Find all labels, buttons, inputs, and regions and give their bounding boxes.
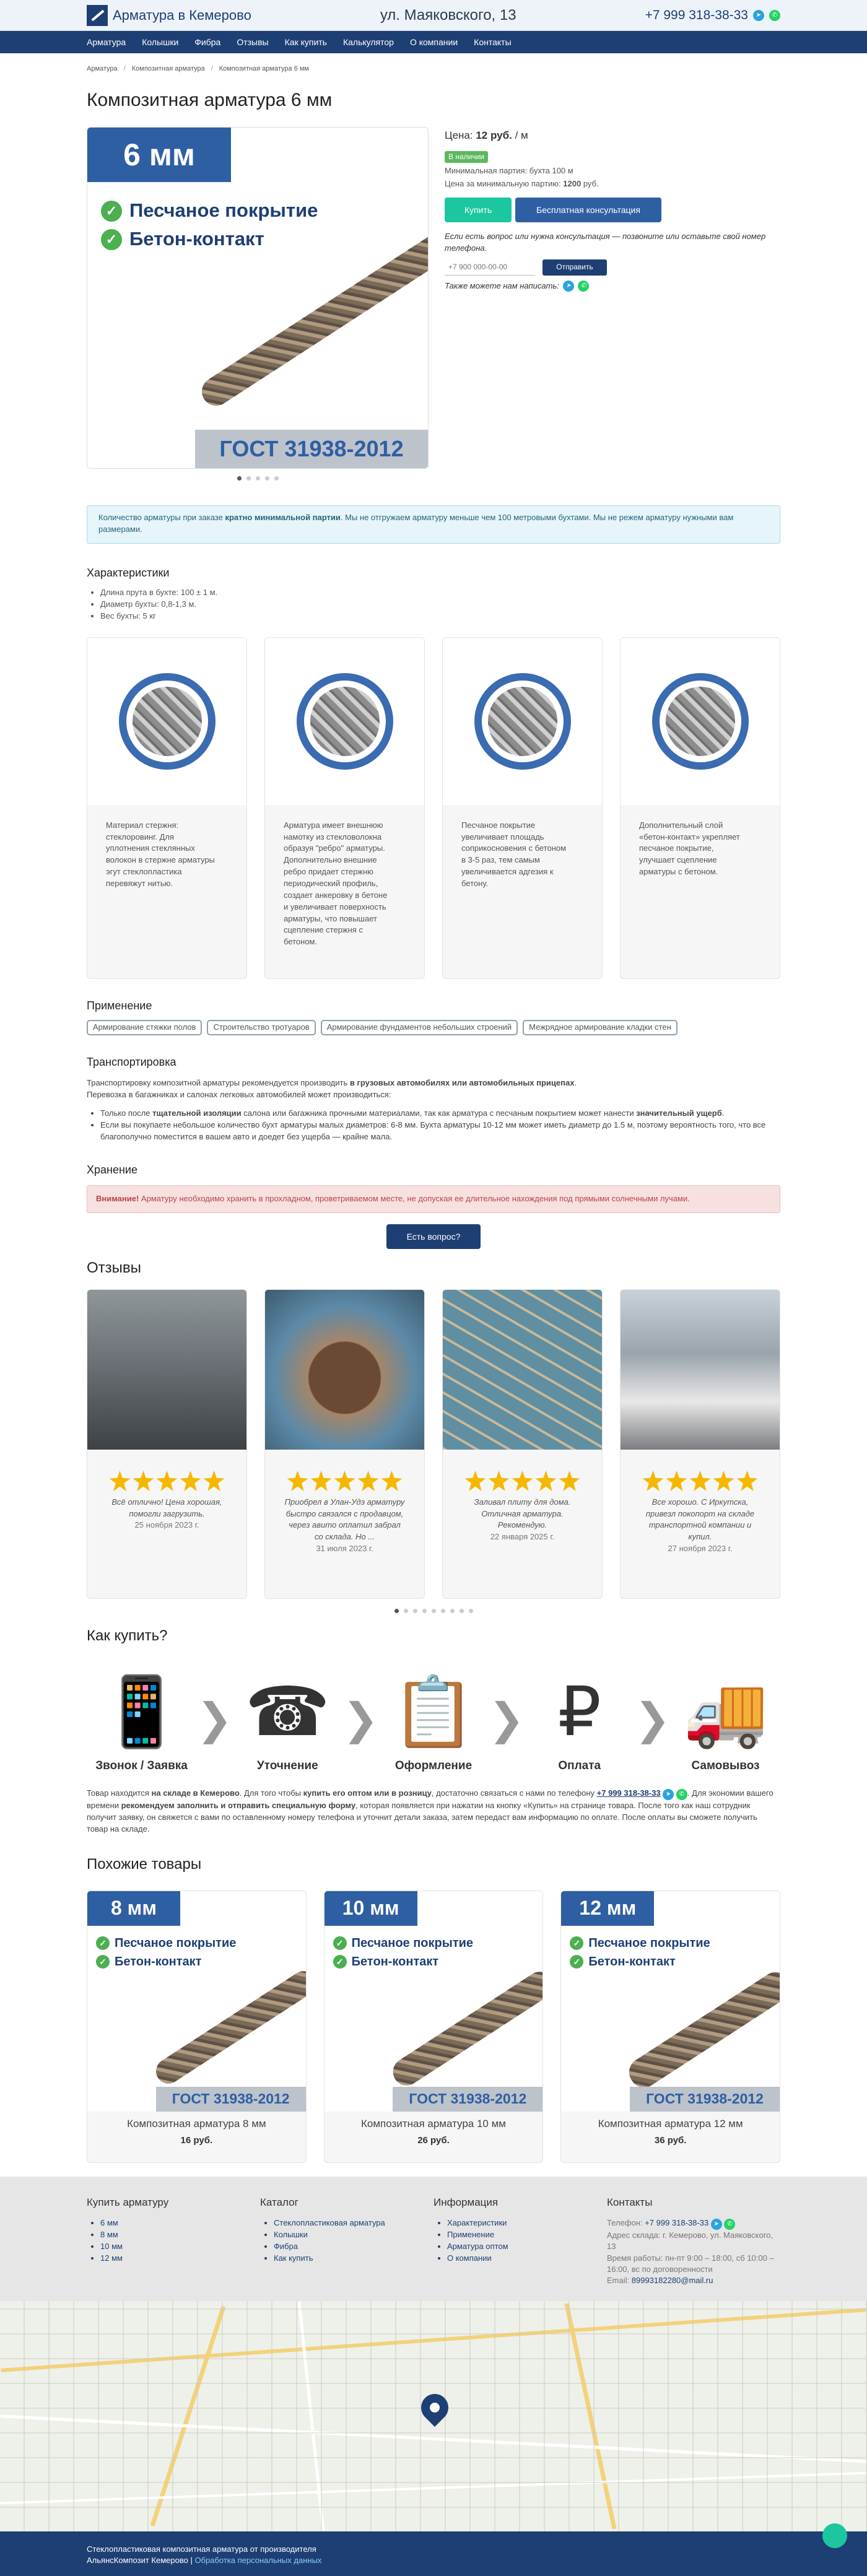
reviews-dot[interactable] [460, 1609, 464, 1613]
step-label: Самовывоз [671, 1757, 780, 1775]
review-date: 22 января 2025 г. [443, 1531, 602, 1543]
nav-item-kolyshki[interactable]: Колышки [142, 36, 178, 48]
footer-link[interactable]: Фибра [274, 2242, 298, 2251]
size-tag: 8 мм [87, 1891, 180, 1926]
footer-link[interactable]: Стеклопластиковая арматура [274, 2218, 385, 2227]
step-label: Звонок / Заявка [87, 1757, 196, 1775]
nav-item-how-to-buy[interactable]: Как купить [285, 36, 327, 48]
footer-heading: Контакты [607, 2195, 780, 2211]
check-icon: ✓ [101, 229, 122, 250]
star-icon [643, 1471, 664, 1492]
product-card-image [87, 1891, 306, 2112]
arrow-right-icon: ❯ [489, 1688, 525, 1751]
callback-note: Если есть вопрос или нужна консультация — позвоните или оставьте свой номер телефона. [445, 231, 779, 255]
usage-tag: Армирование фундаментов небольших строений [321, 1020, 518, 1035]
step [378, 1667, 488, 1775]
feature-text: Бетон-контакт [588, 1953, 676, 1971]
star-icon [334, 1471, 355, 1492]
reviews-slider [87, 1289, 780, 1599]
card-text: Материал стержня: стеклоровинг. Для уплотнения стеклянных волокон в стержне арматуры эгут стеклопластика перевяжут нитью. [87, 805, 246, 890]
star-icon [489, 1471, 510, 1492]
list-item: • Диаметр бухты: 0,8-1,3 м. [100, 599, 780, 611]
nav-item-reviews[interactable]: Отзывы [237, 36, 268, 48]
feature-line [101, 197, 318, 225]
review-text: Все хорошо. С Иркутска, привезл покопорт на складе транспортной компании и купил. [621, 1492, 780, 1543]
list-item: • Если вы покупаете небольшое количество бухт арматуры малых диаметров: 6-8 мм. Бухта арматуры 10-12 мм может иметь диаметр до 1.5 м, поэтому вероятность того, что все благополучно поместится в вашем авто и доедет без ущерба — крайне мала. [100, 1120, 780, 1143]
usage-tag: Межрядное армирование кладки стен [523, 1020, 677, 1035]
notice-text: . Мы не отгружаем арматуру меньше чем 100 метровыми бухтами. Мы не режем арматуру нужными вам размерами. [98, 513, 733, 534]
footer-email[interactable]: 89993182280@mail.ru [632, 2276, 713, 2285]
bottom-line: Стеклопластиковая композитная арматура от производителя [87, 2544, 780, 2555]
logo[interactable] [87, 5, 251, 26]
gallery-dot[interactable] [246, 476, 251, 481]
bottom-bar [0, 2531, 867, 2576]
star-icon [465, 1471, 486, 1492]
structure-card [264, 637, 425, 979]
breadcrumb-current: Композитная арматура 6 мм [219, 64, 309, 74]
reviews-pagination [87, 1609, 780, 1613]
arrow-right-icon: ❯ [634, 1688, 671, 1751]
reviews-dot[interactable] [450, 1609, 455, 1613]
feature-line [333, 1953, 439, 1971]
footer-link[interactable]: Характеристики [447, 2218, 507, 2227]
review-text: Приобрел в Улан-Удэ арматуру быстро связался с продавцом, через авито оплатил забрал со склада. Но ... [265, 1492, 424, 1543]
check-icon: ✓ [333, 1955, 347, 1969]
step-label: Оплата [525, 1757, 634, 1775]
feature-text: Бетон-контакт [352, 1953, 439, 1971]
footer-email-row [607, 2275, 780, 2286]
whatsapp-icon[interactable]: ✆ [724, 2219, 735, 2230]
rebar-image [151, 1966, 306, 2088]
star-icon [287, 1471, 308, 1492]
size-tag: 10 мм [325, 1891, 417, 1926]
footer-heading: Каталог [260, 2195, 434, 2211]
map[interactable] [0, 2301, 867, 2531]
step-label: Оформление [378, 1757, 488, 1775]
gallery-pagination [87, 476, 429, 481]
star-icon [512, 1471, 533, 1492]
footer-hours: Время работы: пн-пт 9:00 – 18:00, сб 10:00 – 16:00, вс по договоренности [607, 2253, 780, 2275]
star-icon [358, 1471, 379, 1492]
text-part: Товар находится [87, 1788, 152, 1798]
page-title: Композитная арматура 6 мм [87, 87, 780, 114]
footer-link[interactable]: 6 мм [100, 2218, 118, 2227]
star-icon [381, 1471, 403, 1492]
company-name: АльянсКомпозит Кемерово [87, 2556, 188, 2565]
rebar-image [388, 1967, 543, 2091]
step [233, 1667, 342, 1775]
product-info [445, 127, 779, 481]
reviews-dot[interactable] [441, 1609, 445, 1613]
reviews-dot[interactable] [422, 1609, 427, 1613]
usage-tags [87, 1020, 780, 1035]
structure-cards [87, 637, 780, 979]
check-icon: ✓ [101, 201, 122, 222]
rebar-image [196, 225, 429, 411]
how-to-buy-text [87, 1788, 780, 1835]
whatsapp-icon[interactable]: ✆ [578, 281, 589, 292]
footer [0, 2177, 867, 2302]
main-nav [0, 31, 867, 53]
gost-label: ГОСТ 31938-2012 [630, 2087, 780, 2112]
feature-text: Бетон-контакт [115, 1953, 202, 1971]
bottom-company: АльянсКомпозит Кемерово | Обработка персональных данных [87, 2555, 780, 2566]
warning-bold: Внимание! [96, 1194, 139, 1203]
chat-widget-icon[interactable] [822, 2523, 847, 2548]
messenger-row [445, 281, 779, 292]
ruble-icon: ₽ [525, 1667, 634, 1757]
rating-stars [443, 1471, 602, 1492]
product-card[interactable] [324, 1891, 544, 2163]
min-batch: Минимальная партия: бухта 100 м [445, 165, 779, 177]
review-photo [621, 1290, 780, 1450]
product-section [87, 127, 780, 481]
footer-link[interactable]: О компании [447, 2253, 492, 2263]
step [87, 1667, 196, 1775]
feature-line [96, 1934, 236, 1952]
reviews-dot[interactable] [413, 1609, 417, 1613]
product-name[interactable]: Композитная арматура 10 мм [325, 2117, 543, 2132]
batch-notice [87, 505, 780, 544]
header-phone-block [645, 6, 780, 25]
size-tag: 6 мм [87, 128, 231, 182]
rebar-section-icon [119, 673, 216, 770]
star-icon [713, 1471, 734, 1492]
footer-link[interactable]: Арматура оптом [447, 2242, 508, 2251]
price [445, 128, 779, 144]
gost-label: ГОСТ 31938-2012 [195, 430, 428, 468]
gallery-dot[interactable] [256, 476, 260, 481]
text-part: . Для того чтобы [240, 1788, 303, 1798]
review-text: Заливал плиту для дома. Отличная арматура. Рекомендую. [443, 1492, 602, 1532]
transport-text [87, 1077, 780, 1101]
size-tag: 12 мм [561, 1891, 654, 1926]
chars-list [100, 587, 780, 622]
rebar-section-icon [297, 673, 393, 770]
list-item: • Вес бухты: 5 кг [100, 611, 780, 622]
footer-heading: Купить арматуру [87, 2195, 260, 2211]
feature-text: Бетон-контакт [129, 225, 264, 253]
storage-warning [87, 1185, 780, 1213]
review-card[interactable] [87, 1289, 247, 1599]
footer-link[interactable]: 8 мм [100, 2230, 118, 2239]
card-text: Дополнительный слой «бетон-контакт» укрепляет песчаное покрытие, улучшает сцепление арматуры с бетоном. [621, 805, 780, 878]
header-phone[interactable]: +7 999 318-38-33 [645, 6, 748, 25]
top-bar [0, 0, 867, 31]
product-price: 26 руб. [325, 2134, 543, 2147]
list-item: • Только после тщательной изоляции салона или багажника прочными материалами, так как арматура с песчаным покрытием может нанести значительный ущерб. [100, 1108, 780, 1120]
how-to-buy-steps [87, 1667, 780, 1775]
gallery-dot[interactable] [274, 476, 279, 481]
header-address: ул. Маяковского, 13 [380, 5, 516, 27]
review-date: 27 ноября 2023 г. [621, 1543, 780, 1555]
star-icon [180, 1471, 201, 1492]
phone-input[interactable] [445, 259, 535, 276]
list-item: • Длина прута в бухте: 100 ± 1 м. [100, 587, 780, 599]
review-text: Всё отлично! Цена хорошая, помогли загрузить. [87, 1492, 246, 1520]
text-part: , достаточно связаться с нами по телефону [432, 1788, 597, 1798]
product-price: 36 руб. [561, 2134, 780, 2147]
product-gallery [87, 127, 429, 481]
star-icon [133, 1471, 154, 1492]
footer-link[interactable]: 12 мм [100, 2253, 123, 2263]
usage-tag: Армирование стяжки полов [87, 1020, 202, 1035]
review-card[interactable] [620, 1289, 780, 1599]
footer-col-contacts [607, 2195, 780, 2287]
text-bold: в грузовых автомобилях или автомобильных прицепах [350, 1078, 575, 1087]
step [525, 1667, 634, 1775]
whatsapp-icon[interactable]: ✆ [676, 1789, 687, 1800]
review-card[interactable] [264, 1289, 425, 1599]
breadcrumb [87, 64, 780, 74]
text-part: Только после [100, 1108, 152, 1118]
product-price: 16 руб. [87, 2134, 306, 2147]
telegram-icon[interactable]: ➤ [663, 1789, 674, 1800]
text-part: Перевозка в багажниках и салонах легковых автомобилей может производиться: [87, 1090, 391, 1099]
text-bold: на складе в Кемерово [152, 1788, 240, 1798]
footer-col-catalog [260, 2195, 434, 2287]
messenger-label: Также можете нам написать: [445, 281, 559, 292]
text-part: салона или багажника прочными материалами, так как арматура с песчаным покрытием может нанести [242, 1108, 637, 1118]
nav-item-armatura[interactable]: Арматура [87, 36, 126, 48]
notice-bold: кратно минимальной партии [225, 513, 340, 522]
similar-title: Похожие товары [87, 1854, 780, 1876]
product-buttons [445, 198, 779, 222]
transport-list [100, 1108, 780, 1143]
product-card[interactable] [560, 1891, 780, 2163]
price-label: Цена: [445, 129, 473, 141]
feature-text: Песчаное покрытие [352, 1934, 473, 1952]
star-icon [666, 1471, 687, 1492]
check-icon: ✓ [570, 1936, 583, 1950]
transport-title: Транспортировка [87, 1054, 780, 1070]
consultation-button[interactable]: Бесплатная консультация [515, 198, 661, 222]
storage-title: Хранение [87, 1162, 780, 1178]
product-name[interactable]: Композитная арматура 12 мм [561, 2117, 780, 2132]
gost-label: ГОСТ 31938-2012 [393, 2087, 542, 2112]
check-icon: ✓ [96, 1936, 110, 1950]
truck-icon: 🚚 [671, 1667, 780, 1757]
star-icon [737, 1471, 758, 1492]
how-title: Как купить? [87, 1625, 780, 1647]
star-icon [157, 1471, 178, 1492]
text-bold: купить его оптом или в розницу [303, 1788, 432, 1798]
star-icon [204, 1471, 225, 1492]
product-name[interactable]: Композитная арматура 8 мм [87, 2117, 306, 2132]
feature-line [101, 225, 264, 253]
rebar-section-icon [474, 673, 571, 770]
feature-text: Песчаное покрытие [588, 1934, 710, 1952]
chars-title: Характеристики [87, 565, 780, 581]
review-card[interactable] [442, 1289, 603, 1599]
review-date: 31 июля 2023 г. [265, 1543, 424, 1555]
footer-col-buy [87, 2195, 260, 2287]
product-card-image [561, 1891, 780, 2112]
inline-phone-link[interactable]: +7 999 318-38-33 [597, 1788, 661, 1798]
telegram-icon[interactable]: ➤ [563, 281, 574, 292]
rating-stars [265, 1471, 424, 1492]
product-card-image [325, 1891, 543, 2112]
send-button[interactable]: Отправить [542, 259, 607, 276]
stock-badge: В наличии [445, 151, 488, 163]
footer-link[interactable]: Колышки [274, 2230, 308, 2239]
review-photo [443, 1290, 602, 1450]
footer-phone-row [607, 2217, 780, 2230]
card-text: Песчаное покрытие увеличивает площадь соприкосновения с бетоном в 3-5 раз, тем самым увеличивается адгезия к бетону. [443, 805, 602, 890]
feature-text: Песчаное покрытие [115, 1934, 236, 1952]
rebar-image [624, 1967, 780, 2093]
similar-products [87, 1891, 780, 2163]
notice-text: Количество арматуры при заказе [98, 513, 225, 522]
callback-form [445, 259, 779, 276]
operator-headset-icon: ☎ [233, 1667, 342, 1757]
nav-item-fibra[interactable]: Фибра [194, 36, 220, 48]
reviews-dot[interactable] [394, 1609, 399, 1613]
document-check-icon: 📋 [378, 1667, 488, 1757]
feature-line [570, 1953, 676, 1971]
nav-item-calculator[interactable]: Калькулятор [343, 36, 394, 48]
whatsapp-icon[interactable]: ✆ [769, 10, 780, 21]
card-text: Арматура имеет внешнюю намотку из стекловолокна образуя "ребро" арматуры. Дополнительно внешние ребро придает стержню периодический профиль, создает анкеровку в бетоне и увеличивает поверхность арматуры, что повышает сцепление стержня с бетоном. [265, 805, 424, 948]
min-batch-price-value: 1200 [563, 179, 581, 188]
product-card[interactable] [87, 1891, 307, 2163]
footer-link[interactable]: 10 мм [100, 2242, 123, 2251]
arrow-right-icon: ❯ [196, 1688, 233, 1751]
star-icon [311, 1471, 332, 1492]
footer-address: Адрес склада: г. Кемерово, ул. Маяковского, 13 [607, 2230, 780, 2252]
footer-phone[interactable]: +7 999 318-38-33 [645, 2218, 708, 2227]
feature-line [96, 1953, 202, 1971]
rating-stars [621, 1471, 780, 1492]
review-photo [265, 1290, 424, 1450]
reviews-title: Отзывы [87, 1258, 780, 1279]
min-batch-price-label: Цена за минимальную партию: [445, 179, 561, 188]
step [671, 1667, 780, 1775]
nav-item-about[interactable]: О компании [410, 36, 458, 48]
feature-line [333, 1934, 473, 1952]
usage-title: Применение [87, 998, 780, 1014]
price-value: 12 руб. [476, 129, 512, 141]
reviews-dot[interactable] [469, 1609, 473, 1613]
structure-card [620, 637, 780, 979]
structure-card [87, 637, 247, 979]
warning-text: Арматуру необходимо хранить в прохладном, проветриваемом месте, не допуская ее длительное нахождения под прямыми солнечными лучами. [139, 1194, 689, 1203]
rebar-section-icon [652, 673, 749, 770]
question-button[interactable]: Есть вопрос? [386, 1224, 481, 1249]
gost-label: ГОСТ 31938-2012 [156, 2087, 306, 2112]
feature-text: Песчаное покрытие [129, 197, 318, 225]
text-part: , которая появляется при нажатии на кнопку «Купить» на странице товара. После того как наш сотрудник получит заявку, он свяжется с вами по оставленному номеру телефона и уточнит детали заказа, затем передаст вам информацию по оплате. После оплаты вы сможете получить товар на складе. [87, 1801, 757, 1834]
check-icon: ✓ [96, 1955, 110, 1969]
product-image[interactable] [87, 127, 429, 469]
star-icon [110, 1471, 131, 1492]
breadcrumb-item[interactable]: Арматура [87, 64, 118, 74]
footer-email-label: Email: [607, 2276, 629, 2285]
footer-link[interactable]: Применение [447, 2230, 494, 2239]
gallery-dot[interactable] [265, 476, 269, 481]
footer-contacts [607, 2217, 780, 2286]
rating-stars [87, 1471, 246, 1492]
star-icon [559, 1471, 580, 1492]
usage-tag: Строительство тротуаров [207, 1020, 315, 1035]
text-part: Транспортировку композитной арматуры рекомендуется производить [87, 1078, 350, 1087]
min-batch-price [445, 178, 779, 190]
footer-phone-label: Телефон: [607, 2218, 643, 2227]
text-bold: значительный ущерб [636, 1108, 722, 1118]
text-bold: рекомендуем заполнить и отправить специальную форму [121, 1801, 356, 1810]
footer-col-info [434, 2195, 607, 2287]
gallery-dot[interactable] [237, 476, 242, 481]
check-icon: ✓ [570, 1955, 583, 1969]
phone-checklist-icon: 📱 [87, 1667, 196, 1757]
telegram-icon[interactable]: ➤ [753, 10, 764, 21]
logo-text: Арматура в Кемерово [113, 6, 251, 25]
review-photo [87, 1290, 246, 1450]
arrow-right-icon: ❯ [342, 1688, 379, 1751]
min-batch-price-unit: руб. [583, 179, 599, 188]
telegram-icon[interactable]: ➤ [711, 2219, 722, 2230]
reviews-dot[interactable] [404, 1609, 408, 1613]
reviews-dot[interactable] [432, 1609, 436, 1613]
structure-card [442, 637, 603, 979]
price-unit: / м [515, 129, 528, 141]
breadcrumb-separator: / [124, 64, 126, 74]
breadcrumb-separator: / [211, 64, 213, 74]
privacy-link[interactable]: Обработка персональных данных [194, 2556, 321, 2565]
text-part: . [574, 1078, 577, 1087]
logo-icon [87, 5, 108, 26]
buy-button[interactable]: Купить [445, 198, 512, 222]
check-icon: ✓ [333, 1936, 347, 1950]
feature-line [570, 1934, 710, 1952]
footer-heading: Информация [434, 2195, 607, 2211]
review-date: 25 ноября 2023 г. [87, 1520, 246, 1531]
star-icon [536, 1471, 557, 1492]
footer-link[interactable]: Как купить [274, 2253, 313, 2263]
text-part: . Для экономии вашего времени [87, 1788, 773, 1810]
breadcrumb-item[interactable]: Композитная арматура [132, 64, 205, 74]
star-icon [690, 1471, 711, 1492]
step-label: Уточнение [233, 1757, 342, 1775]
nav-item-contacts[interactable]: Контакты [474, 36, 511, 48]
text-bold: тщательной изоляции [152, 1108, 242, 1118]
